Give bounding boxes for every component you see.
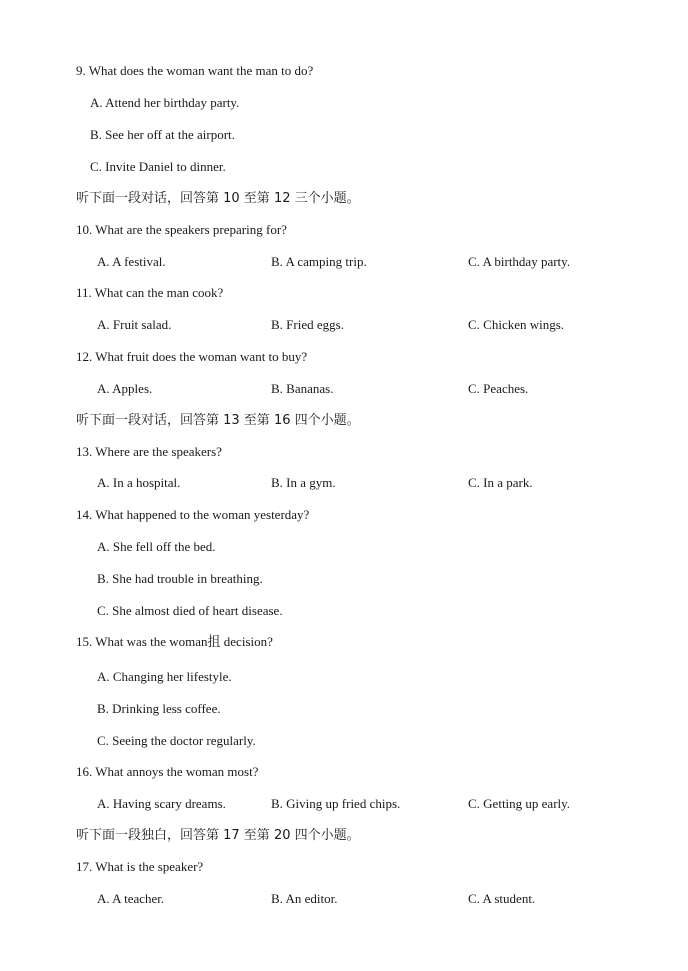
question-10-option-b: B. A camping trip. <box>271 254 367 269</box>
question-16-option-c: C. Getting up early. <box>468 796 571 811</box>
question-17-option-a: A. A teacher. <box>97 891 165 906</box>
question-12-stem: 12. What fruit does the woman want to buy? <box>76 349 308 364</box>
question-16-stem: 16. What annoys the woman most? <box>76 764 259 779</box>
question-9-stem: 9. What does the woman want the man to do? <box>76 63 314 78</box>
question-11-option-a: A. Fruit salad. <box>97 317 172 332</box>
question-15-option-c: C. Seeing the doctor regularly. <box>97 733 256 748</box>
question-17-option-c: C. A student. <box>468 891 536 906</box>
question-11-option-b: B. Fried eggs. <box>271 317 344 332</box>
question-11-stem: 11. What can the man cook? <box>76 285 224 300</box>
question-15-stem: 15. What was the woman抯 decision? <box>76 634 273 649</box>
question-15-option-b: B. Drinking less coffee. <box>97 701 221 716</box>
question-13-option-a: A. In a hospital. <box>97 475 181 490</box>
question-9-option-a: A. Attend her birthday party. <box>90 95 240 110</box>
question-10-option-a: A. A festival. <box>97 254 166 269</box>
question-12-option-c: C. Peaches. <box>468 381 529 396</box>
question-17-option-b: B. An editor. <box>271 891 338 906</box>
question-15-option-a: A. Changing her lifestyle. <box>97 669 232 684</box>
section-instruction-17-20: 听下面一段独白，回答第 17 至第 20 四个小题。 <box>76 828 360 843</box>
question-14-option-b: B. She had trouble in breathing. <box>97 571 263 586</box>
question-14-option-a: A. She fell off the bed. <box>97 539 216 554</box>
question-9-option-c: C. Invite Daniel to dinner. <box>90 159 226 174</box>
question-12-option-b: B. Bananas. <box>271 381 334 396</box>
question-13-option-c: C. In a park. <box>468 475 533 490</box>
question-10-stem: 10. What are the speakers preparing for? <box>76 222 287 237</box>
question-10-option-c: C. A birthday party. <box>468 254 571 269</box>
question-13-stem: 13. Where are the speakers? <box>76 444 222 459</box>
section-instruction-13-16: 听下面一段对话，回答第 13 至第 16 四个小题。 <box>76 413 360 428</box>
question-16-option-a: A. Having scary dreams. <box>97 796 226 811</box>
question-16-option-b: B. Giving up fried chips. <box>271 796 401 811</box>
question-14-option-c: C. She almost died of heart disease. <box>97 603 283 618</box>
question-12-option-a: A. Apples. <box>97 381 153 396</box>
question-17-stem: 17. What is the speaker? <box>76 859 204 874</box>
question-14-stem: 14. What happened to the woman yesterday? <box>76 507 310 522</box>
question-13-option-b: B. In a gym. <box>271 475 336 490</box>
question-9-option-b: B. See her off at the airport. <box>90 127 235 142</box>
question-11-option-c: C. Chicken wings. <box>468 317 565 332</box>
section-instruction-10-12: 听下面一段对话，回答第 10 至第 12 三个小题。 <box>76 191 360 206</box>
